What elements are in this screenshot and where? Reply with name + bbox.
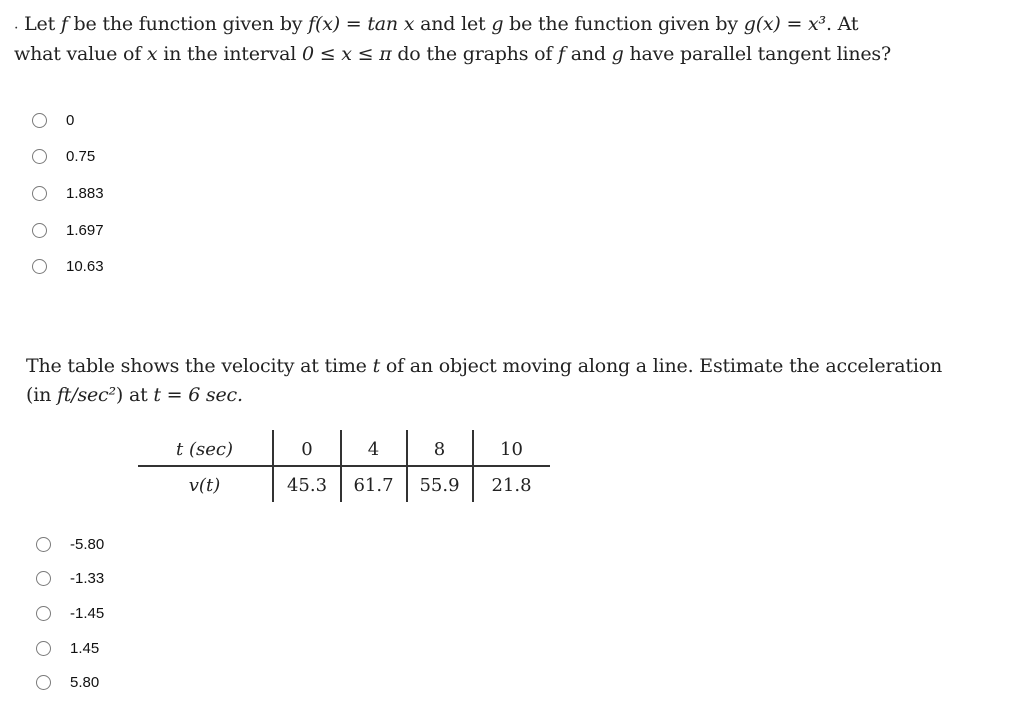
q2-math-expression: t = 6 sec. — [153, 384, 243, 406]
radio-button[interactable] — [36, 641, 51, 656]
answer-option[interactable] — [32, 248, 104, 285]
q1-text-segment: be the function given by — [503, 13, 744, 35]
table-cell-velocity: 55.9 — [419, 475, 460, 496]
option-label: -5.80 — [70, 535, 105, 553]
table-cell-time: 10 — [500, 439, 523, 460]
answer-option[interactable] — [32, 102, 104, 139]
table-row-header-time: t (sec) — [176, 439, 233, 460]
q1-math-var: f — [558, 42, 565, 65]
answer-option[interactable] — [36, 596, 104, 631]
q1-text-segment: do the graphs of — [391, 42, 559, 65]
option-label: 10.63 — [66, 258, 104, 276]
q2-text-segment: (in — [26, 384, 57, 406]
q1-math-expression: 0 ≤ x ≤ π — [302, 42, 392, 65]
q1-text-segment: Let — [24, 13, 56, 35]
question-1-options — [32, 102, 104, 285]
table-cell-velocity: 21.8 — [491, 475, 532, 496]
table-cell-time: 8 — [433, 439, 446, 460]
question-2-text — [26, 352, 942, 410]
question-2-line-1 — [26, 352, 942, 381]
q1-text-segment: what value of — [14, 42, 147, 65]
option-label: 0 — [66, 111, 75, 129]
option-label: -1.33 — [70, 570, 105, 588]
question-2-line-2 — [26, 381, 942, 410]
radio-button[interactable] — [36, 606, 51, 621]
table-row-header-velocity: v(t) — [188, 475, 221, 496]
q1-text-segment: . At — [825, 13, 859, 35]
q1-math-var: x — [146, 42, 158, 65]
table-cell-time: 0 — [301, 439, 313, 460]
question-2-options — [36, 527, 104, 700]
q1-math-var: f — [60, 13, 68, 35]
answer-option[interactable] — [32, 212, 104, 249]
question-1-line-2 — [14, 40, 891, 69]
radio-button[interactable] — [36, 537, 51, 552]
q2-text-segment: of an object moving along a line. Estimate the acceleration — [380, 355, 942, 377]
radio-button[interactable] — [32, 223, 47, 238]
radio-button[interactable] — [32, 113, 47, 128]
answer-option[interactable] — [36, 562, 104, 597]
answer-option[interactable] — [36, 631, 104, 666]
radio-button[interactable] — [36, 571, 51, 586]
radio-button[interactable] — [32, 259, 47, 274]
question-1-line-1 — [14, 10, 891, 40]
q1-math-expression: g(x) = x³ — [743, 13, 826, 35]
q1-text-segment: and let — [414, 13, 492, 35]
q2-math-var: t — [372, 355, 380, 377]
radio-button[interactable] — [36, 675, 51, 690]
table-cell-velocity: 45.3 — [286, 475, 328, 496]
q2-text-segment: ) at — [115, 384, 154, 406]
option-label: 1.45 — [70, 639, 100, 657]
table-cell-time: 4 — [367, 439, 380, 460]
q1-math-expression: f(x) = tan x — [308, 13, 415, 35]
answer-option[interactable] — [36, 665, 104, 700]
q2-text-segment: The table shows the velocity at time — [26, 355, 373, 377]
option-label: -1.45 — [70, 604, 105, 622]
answer-option[interactable] — [36, 527, 104, 562]
q2-math-unit: ft/sec² — [56, 384, 116, 406]
q1-text-segment: in the interval — [157, 42, 302, 65]
option-label: 0.75 — [66, 148, 96, 166]
option-label: 1.883 — [66, 184, 104, 202]
answer-option[interactable] — [32, 175, 104, 212]
q1-math-var: g — [491, 13, 504, 35]
q1-text-segment: be the function given by — [67, 13, 309, 35]
q1-text-segment: and — [564, 42, 612, 65]
answer-option[interactable] — [32, 139, 104, 176]
q1-math-var: g — [611, 42, 624, 65]
option-label: 5.80 — [70, 674, 100, 692]
bullet-mark: . — [14, 16, 19, 33]
radio-button[interactable] — [32, 149, 47, 164]
question-1-text — [14, 10, 891, 69]
q1-text-segment: have parallel tangent lines? — [623, 42, 891, 65]
option-label: 1.697 — [66, 221, 104, 239]
velocity-table — [138, 430, 550, 502]
table-cell-velocity: 61.7 — [353, 475, 394, 496]
radio-button[interactable] — [32, 186, 47, 201]
